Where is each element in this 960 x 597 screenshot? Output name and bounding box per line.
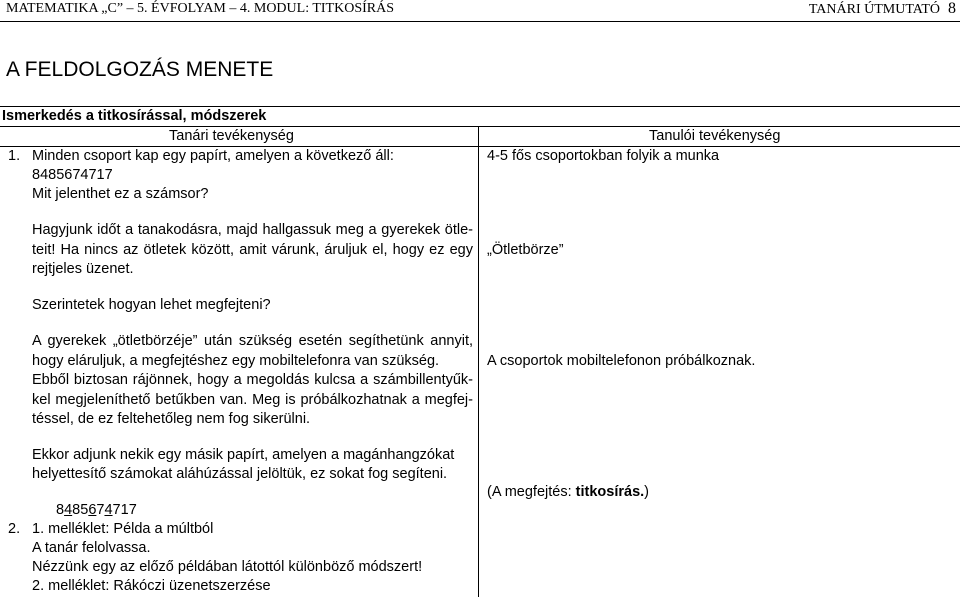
digit: 1 [120,502,129,518]
row-number: 1. [8,148,21,164]
text-line: rejtjeles üzenet. [32,261,134,277]
text-line: kel megjeleníthető betűkben van. Meg is próbálkozhatnak a megfej- [32,392,473,408]
vowel-digit: 4 [104,502,113,518]
appendix-ref: 2. melléklet: Rákóczi üzenetszerzése [32,578,271,594]
solution-note [487,482,649,502]
text-line: A gyerekek „ötletbörzéje” után szükség esetén segíthetünk annyit, [32,333,473,349]
digit: 7 [112,502,121,518]
text-line: Mit jelenthet ez a számsor? [32,186,209,202]
table-column-divider [478,126,479,597]
digit: 8 [72,502,81,518]
text-line: hogy eláruljuk, a megfejtéshez egy mobiltelefonra van szükség. [32,353,440,369]
text-line: teit! Ha nincs az ötletek között, amit várunk, áruljuk el, hogy ez egy [32,242,473,258]
appendix-ref: 1. melléklet: Példa a múltból [32,521,214,537]
text-line: Minden csoport kap egy papírt, amelyen a következő áll: [32,148,394,164]
digit: 5 [80,502,89,518]
vowel-digit: 6 [88,502,97,518]
solution-answer: titkosírás. [575,484,645,500]
header-course: MATEMATIKA „C” – 5. ÉVFOLYAM – 4. MODUL: TITKOSÍRÁS [6,1,395,16]
section-title: Ismerkedés a titkosírással, módszerek [2,108,267,124]
question-line: Szerintetek hogyan lehet megfejteni? [32,297,271,313]
solution-prefix: (A megfejtés: [487,484,576,500]
text-line: Nézzünk egy az előző példában látottól különböző módszert! [32,559,423,575]
digit: 7 [96,502,105,518]
digit: 8 [56,502,65,518]
student-activity: 4-5 fős csoportokban folyik a munka [487,148,720,164]
vowel-digit: 4 [64,502,73,518]
row-number: 2. [8,521,21,537]
text-line: helyettesítő számokat aláhúzással jelöltük, ez sokat fog segíteni. [32,466,448,482]
text-line: Ebből biztosan rájönnek, hogy a megoldás kulcsa a számbillentyűk- [32,372,473,388]
text-line: Ekkor adjunk nekik egy másik papírt, amelyen a magánhangzókat [32,447,455,463]
header-right [809,0,956,19]
text-line: Hagyjunk időt a tanakodásra, majd hallgassuk meg a gyerekek ötle- [32,222,473,238]
header-divider [0,21,960,22]
header-guide: TANÁRI ÚTMUTATÓ [808,2,940,17]
student-activity: „Ötletbörze” [487,242,564,258]
solution-suffix: ) [644,484,649,500]
underlined-code-number [56,500,137,520]
table-rule-section [0,126,960,127]
text-line: A tanár felolvassa. [32,540,151,556]
activity-table [0,106,960,597]
digit: 7 [128,502,137,518]
page-title: A FELDOLGOZÁS MENETE [6,58,274,81]
running-header [0,0,960,22]
code-number: 8485674717 [32,167,113,183]
col-header-teacher: Tanári tevékenység [169,128,294,144]
student-activity: A csoportok mobiltelefonon próbálkoznak. [487,353,756,369]
text-line: téssel, de ez feltehetőleg nem fog sikerülni. [32,411,311,427]
col-header-student: Tanulói tevékenység [649,128,781,144]
page-number: 8 [948,0,956,17]
